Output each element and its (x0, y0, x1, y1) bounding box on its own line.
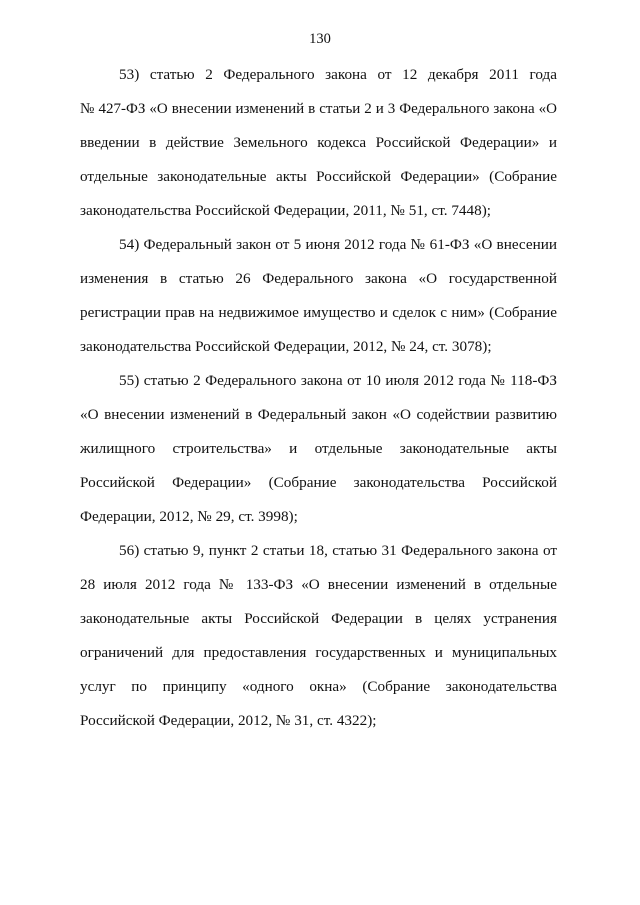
text-line: жилищного строительства» и отдельные законодательные акты (80, 440, 557, 457)
text-line: услуг по принципу «одного окна» (Собрание законодательства (80, 678, 557, 695)
list-item-56 (80, 534, 557, 738)
text-line: регистрации прав на недвижимое имущество и сделок с ним» (Собрание (80, 304, 557, 321)
text-line: введении в действие Земельного кодекса Российской Федерации» и (80, 134, 557, 151)
text-line: изменения в статью 26 Федерального закона «О государственной (80, 270, 557, 287)
text-line: законодательства Российской Федерации, 2011, № 51, ст. 7448); (80, 202, 491, 219)
text-line: Российской Федерации» (Собрание законодательства Российской (80, 474, 557, 491)
text-line: законодательства Российской Федерации, 2012, № 24, ст. 3078); (80, 338, 492, 355)
text-line: 54) Федеральный закон от 5 июня 2012 года № 61-ФЗ «О внесении (119, 236, 557, 253)
list-item-53 (80, 58, 557, 228)
text-line: 28 июля 2012 года № 133-ФЗ «О внесении изменений в отдельные (80, 576, 557, 593)
text-line: 56) статью 9, пункт 2 статьи 18, статью 31 Федерального закона от (119, 542, 557, 559)
text-line: 55) статью 2 Федерального закона от 10 июля 2012 года № 118-ФЗ (119, 372, 557, 389)
text-line: 53) статью 2 Федерального закона от 12 декабря 2011 года (119, 66, 557, 83)
page-number: 130 (309, 31, 331, 47)
text-line: законодательные акты Российской Федерации в целях устранения (80, 610, 557, 627)
text-line: № 427-ФЗ «О внесении изменений в статьи 2 и 3 Федерального закона «О (80, 101, 557, 117)
list-item-54 (80, 228, 557, 364)
text-line: Федерации, 2012, № 29, ст. 3998); (80, 508, 298, 525)
list-item-55 (80, 364, 557, 534)
text-line: Российской Федерации, 2012, № 31, ст. 4322); (80, 712, 377, 729)
text-line: ограничений для предоставления государственных и муниципальных (80, 644, 557, 661)
text-line: отдельные законодательные акты Российской Федерации» (Собрание (80, 168, 557, 185)
text-line: «О внесении изменений в Федеральный закон «О содействии развитию (80, 406, 557, 423)
document-body (80, 58, 557, 738)
